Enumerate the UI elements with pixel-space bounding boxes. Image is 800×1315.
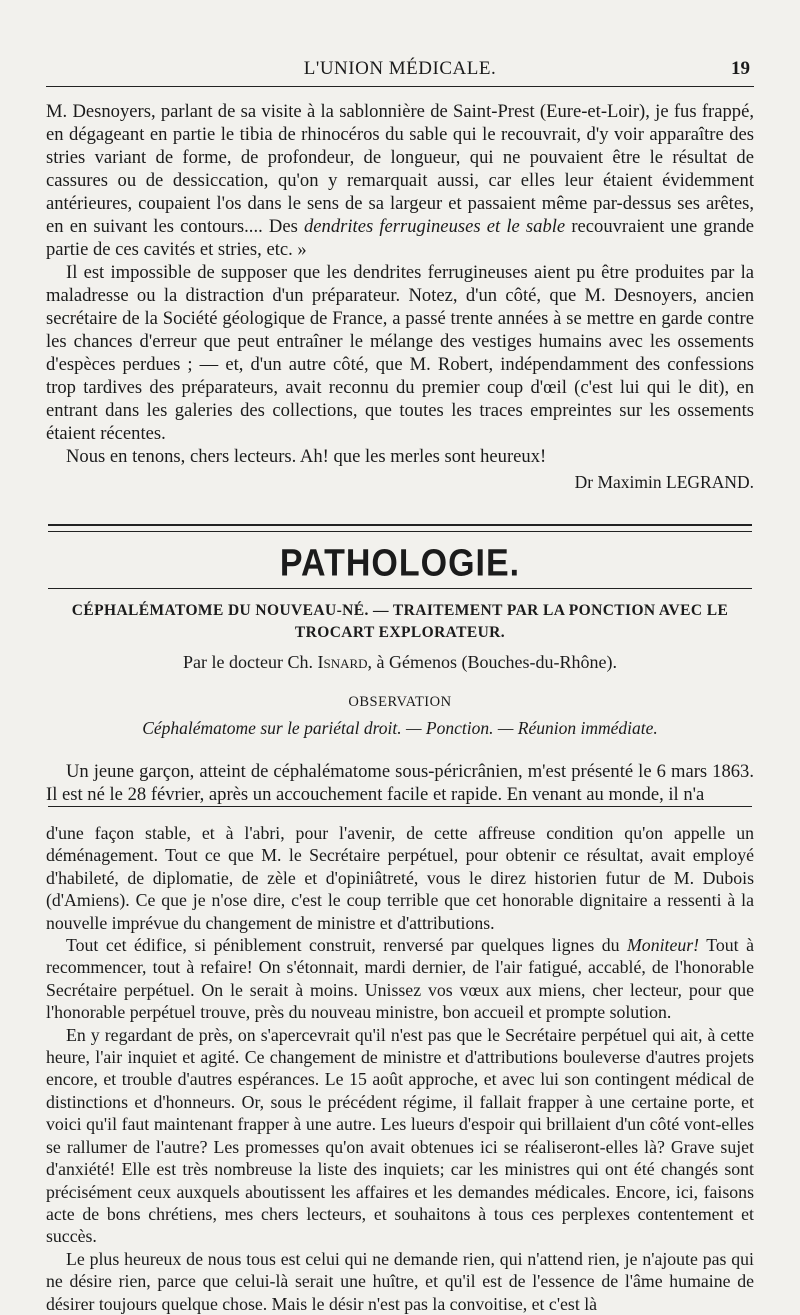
paragraph: d'une façon stable, et à l'abri, pour l'avenir, de cette affreuse condition qu'on appelle un déménagement. Tout ce que M. le Secrétaire perpétuel, pour obtenir ce résultat, avait employé d'habileté, de diplomatie, de zèle et d'opiniâtreté, vous le direz historien futur de M. Dubois (d'Amiens). Ce que je n'ose dire, c'est le coup terrible que cet honorable dignitaire a ressenti à la nouvelle imprévue du changement de ministre et d'attributions. bbox=[46, 823, 754, 933]
paragraph bbox=[46, 934, 754, 1024]
section-divider bbox=[48, 524, 752, 532]
paragraph bbox=[46, 100, 754, 261]
running-title: L'UNION MÉDICALE. bbox=[303, 58, 497, 79]
author-name: Isnard bbox=[317, 652, 368, 672]
paragraph-text: M. Desnoyers, parlant de sa visite à la sablonnière de Saint-Prest (Eure-et-Loir), je fus frappé, en dégageant en partie le tibia de rhinocéros du sable qui le recouvrait, d'y voir apparaître des stries variant de forme, de profondeur, de longueur, qui ne pouvaient être le résultat de cassures ou de dessiccation, qu'on y remarquait aussi, car elles leur étaient évidemment antérieures, coupaient l'os dans le sens de sa largeur et passaient même par-dessus ses arêtes, en en suivant les contours.... Des bbox=[46, 101, 754, 237]
page-header bbox=[46, 52, 754, 87]
upper-article-text bbox=[46, 100, 754, 493]
paragraph: Un jeune garçon, atteint de céphalématome sous-péricrânien, m'est présenté le 6 mars 1863. Il est né le 28 février, après un accouchement facile et rapide. En venant au monde, il n'a bbox=[46, 761, 754, 805]
paragraph-text: Tout à recommencer, tout à refaire! On s'étonnait, mardi dernier, de l'air fatigué, accablé, de l'honorable Secrétaire perpétuel. On le serait à moins. Unissez vos vœux aux miens, cher lecteur, pour que l'honorable perpétuel trouve, près du nouveau ministre, bon accueil et prompte solution. bbox=[46, 935, 754, 1023]
observation-heading: OBSERVATION bbox=[348, 694, 452, 710]
author-line bbox=[46, 652, 754, 673]
paragraph-text: recouvraient une grande partie de ces cavités et stries, etc. » bbox=[46, 216, 755, 260]
paragraph: Nous en tenons, chers lecteurs. Ah! que les merles sont heureux! bbox=[66, 446, 547, 467]
feuilleton-text bbox=[46, 822, 754, 1315]
emphasis-text: dendrites ferrugineuses et le sable bbox=[304, 216, 566, 237]
paragraph-text: Tout cet édifice, si péniblement construit, renversé par quelques lignes du bbox=[66, 935, 627, 956]
observation-subtitle: Céphalématome sur le pariétal droit. — Ponction. — Réunion immédiate. bbox=[142, 718, 658, 738]
paragraph: Le plus heureux de nous tous est celui qui ne demande rien, qui n'attend rien, je n'ajoute pas qui ne désire rien, parce que celui-là serait une huître, et qu'il est de l'essence de l'âme humaine de désirer toujours quelque chose. Mais le désir n'est pas la convoitise, et c'est là bbox=[46, 1248, 754, 1314]
article-title: CÉPHALÉMATOME DU NOUVEAU-NÉ. — TRAITEMENT PAR LA PONCTION AVEC LE TROCART EXPLORATEUR. bbox=[71, 602, 729, 641]
author-suffix: , à Gémenos (Bouches-du-Rhône). bbox=[367, 652, 617, 672]
paragraph: En y regardant de près, on s'apercevrait qu'il n'est pas que le Secrétaire perpétuel qui ait, à cette heure, l'air inquiet et agité. Ce changement de ministre et d'attributions bouleverse d'autres projets encore, et trouble d'autres espérances. Le 15 août approche, et avec lui son contingent médical de distinctions et d'honneurs. Or, sous le précédent régime, il fallait frapper à une certaine porte, et voici qu'il faut maintenant frapper à une autre. Les lueurs d'espoir qui brillaient d'un côté vont-elles se rallumer de l'autre? Les promesses qu'on avait obtenues ici se réaliseront-elles là? Grave sujet d'anxiété! Elle est très nombreuse la liste des inquiets; car les ministres qui ont été changés sont précisément ceux auxquels aboutissent les affaires et les demandes médicales. Encore, ici, faisons acte de bons chrétiens, mes chers lecteurs, et souhaitons à tous ces perplexes contentement et succès. bbox=[46, 1024, 754, 1247]
page-number: 19 bbox=[731, 58, 750, 79]
case-text bbox=[46, 760, 754, 806]
emphasis-text: Moniteur! bbox=[627, 935, 700, 956]
title-underline bbox=[48, 588, 752, 589]
signature: Dr Maximin LEGRAND. bbox=[574, 472, 754, 492]
paragraph: Il est impossible de supposer que les dendrites ferrugineuses aient pu être produites par la maladresse ou la distraction d'un préparateur. Notez, d'un côté, que M. Desnoyers, ancien secrétaire de la Société géologique de France, a passé trente années à se mettre en garde contre les chances d'erreur que peut entraîner le mélange des vestiges humains avec les ossements d'espèces perdues ; — et, d'un autre côté, que M. Robert, indépendamment des confessions trop tardives des préparateurs, avait reconnu du premier coup d'œil (c'est lui qui le dit), en entrant dans les galeries des collections, que toutes les traces empreintes sur les ossements étaient récentes. bbox=[46, 262, 754, 444]
section-title: PATHOLOGIE. bbox=[279, 541, 521, 585]
feuilleton-divider bbox=[48, 806, 752, 807]
author-prefix: Par le docteur Ch. bbox=[183, 652, 318, 672]
